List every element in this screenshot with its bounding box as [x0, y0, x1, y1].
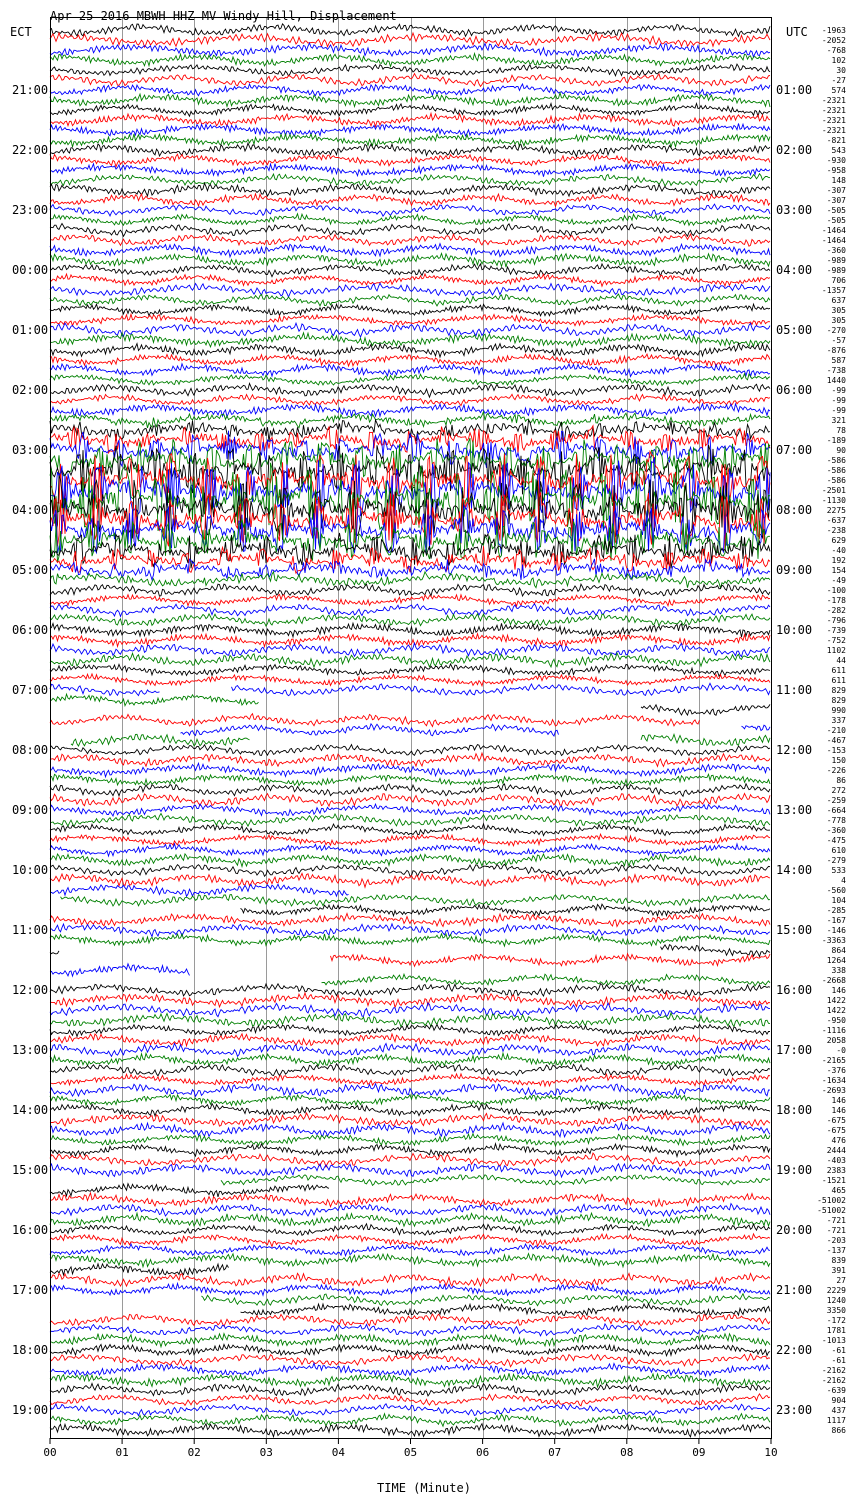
- trace-offset-label: -1521: [821, 1176, 846, 1185]
- trace-offset-label: 476: [831, 1136, 846, 1145]
- trace-offset-label: 104: [831, 896, 846, 905]
- trace-offset-label: 90: [836, 446, 846, 455]
- trace-offset-label: -403: [826, 1156, 846, 1165]
- trace-offset-label: -27: [831, 76, 846, 85]
- trace-offset-label: 543: [831, 146, 846, 155]
- left-hour-label: 23:00: [12, 203, 49, 217]
- trace-offset-label: -1464: [821, 226, 846, 235]
- left-hour-label: 19:00: [12, 1403, 49, 1417]
- left-hour-label: 07:00: [12, 683, 49, 697]
- trace-offset-label: -146: [826, 926, 846, 935]
- left-hour-label: 18:00: [12, 1343, 49, 1357]
- x-tick-label: 07: [548, 1446, 562, 1459]
- trace-offset-label: 146: [831, 1096, 846, 1105]
- trace-offset-label: -2693: [821, 1086, 846, 1095]
- trace-offset-label: -586: [826, 456, 846, 465]
- trace-offset-label: -1464: [821, 236, 846, 245]
- x-tick-label: 10: [764, 1446, 778, 1459]
- trace-offset-label: -721: [826, 1216, 846, 1225]
- trace-offset-label: -210: [826, 726, 846, 735]
- trace-offset-label: 192: [831, 556, 846, 565]
- trace-offset-label: 2058: [826, 1036, 846, 1045]
- trace-offset-label: -360: [826, 246, 846, 255]
- trace-offset-label: 437: [831, 1406, 846, 1415]
- trace-offset-label: -739: [826, 626, 846, 635]
- trace-offset-label: -2162: [821, 1366, 846, 1375]
- trace-offset-label: -505: [826, 206, 846, 215]
- trace-offset-label: -99: [831, 386, 846, 395]
- right-hour-label: 17:00: [776, 1043, 813, 1057]
- trace-offset-label: -0: [836, 1046, 846, 1055]
- trace-offset-label: 1440: [826, 376, 846, 385]
- trace-offset-label: -821: [826, 136, 846, 145]
- left-hour-label: 03:00: [12, 443, 49, 457]
- left-hour-label: 22:00: [12, 143, 49, 157]
- trace-offset-label: -307: [826, 196, 846, 205]
- trace-offset-label: 637: [831, 296, 846, 305]
- trace-offset-label: 1422: [826, 996, 846, 1005]
- right-hour-label: 22:00: [776, 1343, 813, 1357]
- right-hour-label: 20:00: [776, 1223, 813, 1237]
- left-hour-label: 04:00: [12, 503, 49, 517]
- trace-offset-label: 337: [831, 716, 846, 725]
- trace-offset-label: -876: [826, 346, 846, 355]
- trace-offset-label: -61: [831, 1356, 846, 1365]
- trace-offset-label: -1963: [821, 26, 846, 35]
- trace-offset-label: -99: [831, 406, 846, 415]
- left-hour-label: 02:00: [12, 383, 49, 397]
- trace-offset-label: -167: [826, 916, 846, 925]
- x-tick-label: 09: [692, 1446, 706, 1459]
- trace-offset-label: -360: [826, 826, 846, 835]
- trace-offset-label: 3350: [826, 1306, 846, 1315]
- trace-offset-label: -2162: [821, 1376, 846, 1385]
- trace-offset-label: 1781: [826, 1326, 846, 1335]
- trace-offset-label: 2383: [826, 1166, 846, 1175]
- trace-offset-label: -49: [831, 576, 846, 585]
- trace-offset-label: 1422: [826, 1006, 846, 1015]
- trace-offset-label: 904: [831, 1396, 846, 1405]
- trace-offset-label: -664: [826, 806, 846, 815]
- x-tick-label: 04: [331, 1446, 346, 1459]
- trace-offset-label: 1264: [826, 956, 846, 965]
- left-hour-label: 13:00: [12, 1043, 49, 1057]
- x-tick-label: 03: [259, 1446, 273, 1459]
- trace-offset-label: -57: [831, 336, 846, 345]
- right-hour-label: 13:00: [776, 803, 813, 817]
- trace-offset-label: -958: [826, 166, 846, 175]
- right-hour-label: 18:00: [776, 1103, 813, 1117]
- trace-offset-label: -189: [826, 436, 846, 445]
- trace-offset-label: 2275: [826, 506, 846, 515]
- trace-offset-label: 610: [831, 846, 846, 855]
- right-hour-label: 14:00: [776, 863, 813, 877]
- trace-offset-label: 338: [831, 966, 846, 975]
- trace-offset-label: -40: [831, 546, 846, 555]
- trace-offset-label: 839: [831, 1256, 846, 1265]
- right-hour-label: 09:00: [776, 563, 813, 577]
- trace-offset-label: -61: [831, 1346, 846, 1355]
- trace-offset-label: -738: [826, 366, 846, 375]
- trace-offset-label: -721: [826, 1226, 846, 1235]
- trace-offset-label: 150: [831, 756, 846, 765]
- trace-offset-label: -153: [826, 746, 846, 755]
- trace-offset-label: -475: [826, 836, 846, 845]
- right-hour-label: 23:00: [776, 1403, 813, 1417]
- trace-offset-label: -307: [826, 186, 846, 195]
- right-hour-label: 01:00: [776, 83, 813, 97]
- x-tick-label: 08: [620, 1446, 634, 1459]
- trace-offset-label: 533: [831, 866, 846, 875]
- trace-offset-label: -178: [826, 596, 846, 605]
- trace-offset-label: -989: [826, 266, 846, 275]
- trace-offset-label: 305: [831, 316, 846, 325]
- trace-offset-label: -51002: [817, 1196, 846, 1205]
- right-hour-label: 19:00: [776, 1163, 813, 1177]
- right-hour-label: 08:00: [776, 503, 813, 517]
- right-hour-label: 07:00: [776, 443, 813, 457]
- trace-offset-label: 4: [841, 876, 846, 885]
- trace-offset-label: -2501: [821, 486, 846, 495]
- left-hour-label: 17:00: [12, 1283, 49, 1297]
- trace-offset-label: -226: [826, 766, 846, 775]
- trace-offset-label: -505: [826, 216, 846, 225]
- left-hour-label: 15:00: [12, 1163, 49, 1177]
- right-hour-label: 21:00: [776, 1283, 813, 1297]
- left-hour-label: 05:00: [12, 563, 49, 577]
- trace-offset-label: -137: [826, 1246, 846, 1255]
- trace-offset-label: -270: [826, 326, 846, 335]
- left-axis-label: ECT: [10, 25, 32, 39]
- trace-offset-label: -99: [831, 396, 846, 405]
- trace-offset-label: -2321: [821, 106, 846, 115]
- trace-offset-label: 272: [831, 786, 846, 795]
- trace-offset-label: -467: [826, 736, 846, 745]
- trace-offset-label: 611: [831, 666, 846, 675]
- trace-offset-label: -2165: [821, 1056, 846, 1065]
- trace-offset-label: 629: [831, 536, 846, 545]
- trace-offset-label: 611: [831, 676, 846, 685]
- right-hour-label: 03:00: [776, 203, 813, 217]
- trace-offset-label: -637: [826, 516, 846, 525]
- trace-offset-label: -238: [826, 526, 846, 535]
- left-hour-label: 10:00: [12, 863, 49, 877]
- trace-offset-label: 305: [831, 306, 846, 315]
- trace-offset-label: -586: [826, 466, 846, 475]
- trace-offset-label: 1102: [826, 646, 846, 655]
- left-hour-label: 00:00: [12, 263, 49, 277]
- right-hour-label: 12:00: [776, 743, 813, 757]
- trace-offset-label: 864: [831, 946, 846, 955]
- trace-offset-label: 574: [831, 86, 846, 95]
- right-hour-label: 02:00: [776, 143, 813, 157]
- left-hour-label: 08:00: [12, 743, 49, 757]
- trace-offset-label: 86: [836, 776, 846, 785]
- trace-offset-label: -2321: [821, 96, 846, 105]
- trace-offset-label: 465: [831, 1186, 846, 1195]
- trace-offset-label: 154: [831, 566, 846, 575]
- trace-offset-label: -285: [826, 906, 846, 915]
- trace-offset-label: -1116: [821, 1026, 846, 1035]
- x-tick-label: 01: [115, 1446, 129, 1459]
- left-hour-label: 12:00: [12, 983, 49, 997]
- trace-offset-label: 587: [831, 356, 846, 365]
- trace-offset-label: -51002: [817, 1206, 846, 1215]
- trace-offset-label: -1130: [821, 496, 846, 505]
- trace-offset-label: -279: [826, 856, 846, 865]
- trace-offset-label: 829: [831, 696, 846, 705]
- trace-offset-label: -2321: [821, 116, 846, 125]
- left-hour-label: 09:00: [12, 803, 49, 817]
- trace-offset-label: 44: [836, 656, 846, 665]
- trace-offset-label: 990: [831, 706, 846, 715]
- trace-offset-label: -639: [826, 1386, 846, 1395]
- trace-offset-label: -2668: [821, 976, 846, 985]
- x-tick-label: 00: [43, 1446, 57, 1459]
- right-hour-label: 16:00: [776, 983, 813, 997]
- trace-offset-label: 866: [831, 1426, 846, 1435]
- trace-offset-label: 321: [831, 416, 846, 425]
- trace-offset-label: -172: [826, 1316, 846, 1325]
- trace-offset-label: -752: [826, 636, 846, 645]
- trace-offset-label: 391: [831, 1266, 846, 1275]
- trace-offset-label: -2321: [821, 126, 846, 135]
- trace-offset-label: -796: [826, 616, 846, 625]
- trace-offset-label: 146: [831, 986, 846, 995]
- left-hour-label: 16:00: [12, 1223, 49, 1237]
- trace-offset-label: -3363: [821, 936, 846, 945]
- trace-offset-label: -675: [826, 1116, 846, 1125]
- right-hour-label: 11:00: [776, 683, 813, 697]
- trace-offset-label: -778: [826, 816, 846, 825]
- left-hour-label: 21:00: [12, 83, 49, 97]
- trace-offset-label: -203: [826, 1236, 846, 1245]
- trace-offset-label: -768: [826, 46, 846, 55]
- trace-offset-label: -2052: [821, 36, 846, 45]
- trace-offset-label: 2444: [826, 1146, 846, 1155]
- trace-offset-label: 1240: [826, 1296, 846, 1305]
- trace-offset-label: 706: [831, 276, 846, 285]
- trace-offset-label: -1634: [821, 1076, 846, 1085]
- left-hour-label: 14:00: [12, 1103, 49, 1117]
- x-tick-label: 05: [403, 1446, 418, 1459]
- trace-offset-label: -259: [826, 796, 846, 805]
- trace-offset-label: 1117: [826, 1416, 846, 1425]
- x-tick-label: 02: [187, 1446, 201, 1459]
- x-axis-label: TIME (Minute): [377, 1481, 471, 1495]
- trace-offset-label: 30: [836, 66, 846, 75]
- trace-offset-label: 27: [836, 1276, 846, 1285]
- right-hour-label: 15:00: [776, 923, 813, 937]
- trace-offset-label: 146: [831, 1106, 846, 1115]
- right-hour-label: 06:00: [776, 383, 813, 397]
- trace-offset-label: 829: [831, 686, 846, 695]
- chart-title: Apr 25 2016 MBWH HHZ MV Windy Hill, Displacement: [50, 9, 397, 23]
- trace-offset-label: -560: [826, 886, 846, 895]
- trace-offset-label: -100: [826, 586, 846, 595]
- right-hour-label: 04:00: [776, 263, 813, 277]
- trace-offset-label: -989: [826, 256, 846, 265]
- trace-offset-label: -950: [826, 1016, 846, 1025]
- trace-offset-label: -282: [826, 606, 846, 615]
- x-tick-label: 06: [475, 1446, 490, 1459]
- trace-offset-label: 148: [831, 176, 846, 185]
- right-axis-label: UTC: [786, 25, 808, 39]
- trace-offset-label: -930: [826, 156, 846, 165]
- trace-offset-label: 2229: [826, 1286, 846, 1295]
- trace-offset-label: -1357: [821, 286, 846, 295]
- trace-offset-label: 102: [831, 56, 846, 65]
- trace-offset-label: 78: [836, 426, 846, 435]
- right-hour-label: 10:00: [776, 623, 813, 637]
- trace-offset-label: -675: [826, 1126, 846, 1135]
- left-hour-label: 11:00: [12, 923, 49, 937]
- trace-offset-label: -376: [826, 1066, 846, 1075]
- left-hour-label: 06:00: [12, 623, 49, 637]
- left-hour-label: 01:00: [12, 323, 49, 337]
- trace-offset-label: -1013: [821, 1336, 846, 1345]
- right-hour-label: 05:00: [776, 323, 813, 337]
- trace-offset-label: -586: [826, 476, 846, 485]
